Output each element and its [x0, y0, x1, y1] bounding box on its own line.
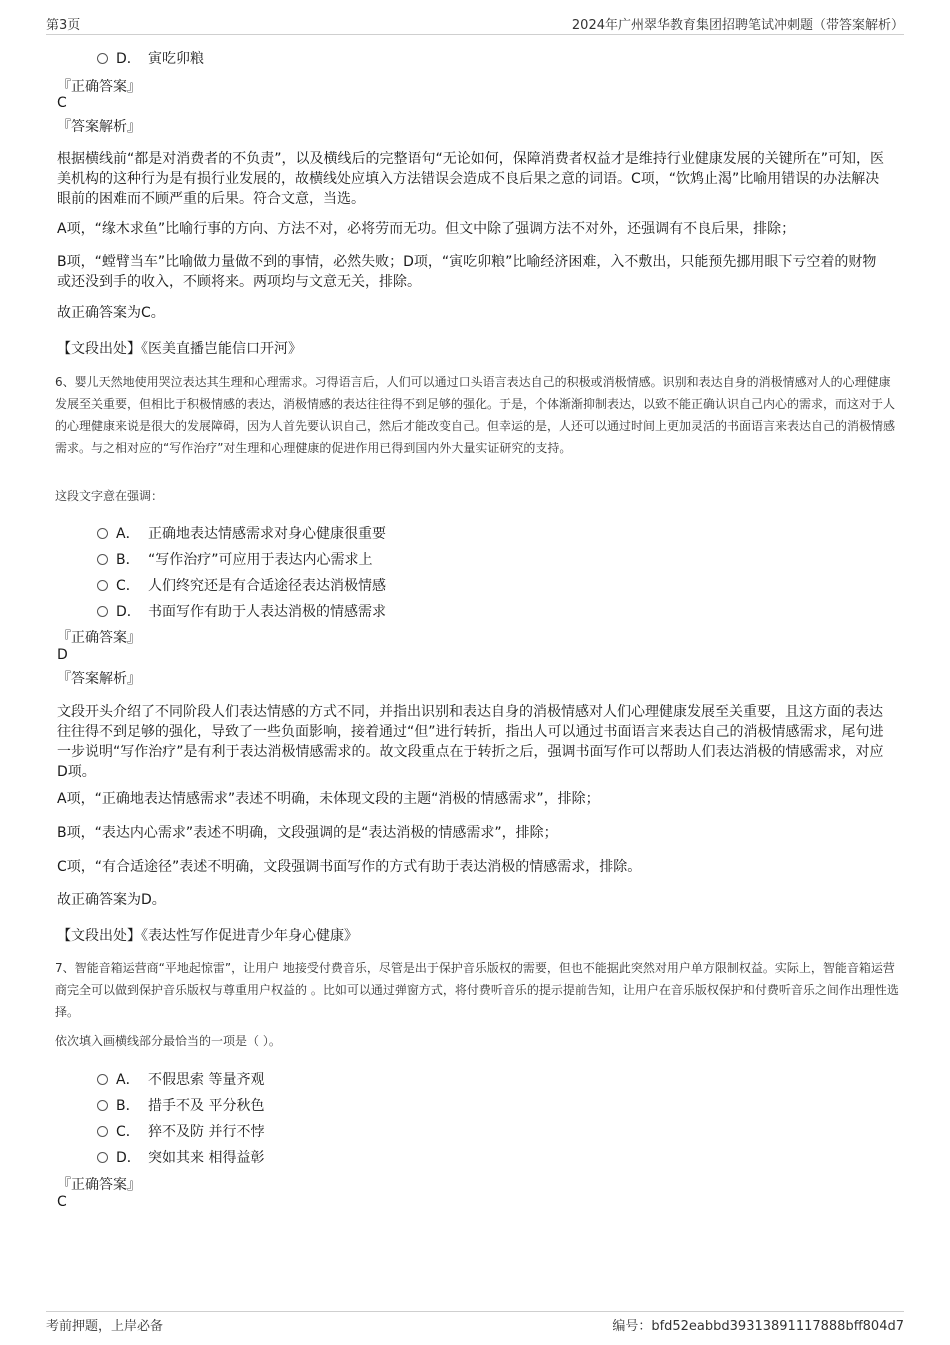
- radio-icon[interactable]: [97, 580, 108, 591]
- q5-answer-label: 『正确答案』: [57, 79, 141, 95]
- footer-slogan: 考前押题，上岸必备: [46, 1319, 164, 1334]
- q7-prompt: 依次填入画横线部分最恰当的一项是（ ）。: [55, 1034, 281, 1048]
- q5-source: 【文段出处】《医美直播岂能信口开河》: [57, 341, 302, 357]
- document-title: 2024年广州翠华教育集团招聘笔试冲刺题（带答案解析）: [571, 18, 904, 33]
- q6-analysis-paragraph: A项，“正确地表达情感需求”表述不明确，未体现文段的主题“消极的情感需求”，排除；: [57, 791, 600, 807]
- q6-answer: D: [57, 647, 68, 663]
- radio-icon[interactable]: [97, 528, 108, 539]
- radio-icon[interactable]: [97, 53, 108, 64]
- q7-answer-label: 『正确答案』: [57, 1177, 141, 1193]
- q6-question-text: 6、婴儿天然地使用哭泣表达其生理和心理需求。习得语言后，人们可以通过口头语言表达自己的积极或消极情感。识别和表达自身的消极情感对人的心理健康发展至关重要，但相比于积极情感的表达，消极情感的表达往往得不到足够的强化。于是，个体渐渐抑制表达，以致不能正确认识自己内心的需求，而这对于人的心理健康来说是很大的发展障碍，因为人首先要认识自己，然后才能改变自己。但幸运的是，人还可以通过时间上更加灵活的书面语言来表达自己的消极情感需求。与之相对应的“写作治疗”对生理和心理健康的促进作用已得到国内外大量实证研究的支持。: [55, 375, 896, 455]
- q6-analysis-paragraph: B项，“表达内心需求”表述不明确，文段强调的是“表达消极的情感需求”，排除；: [57, 825, 558, 841]
- radio-icon[interactable]: [97, 606, 108, 617]
- q6-option-c[interactable]: C． 人们终究还是有合适途径表达消极情感: [97, 575, 386, 595]
- q7-question-text: 7、智能音箱运营商“平地起惊雷”，让用户 地接受付费音乐，尽管是出于保护音乐版权的需要，但也不能据此突然对用户单方限制权益。实际上，智能音箱运营商完全可以做到保护音乐版权与尊重用户权益的 。比如可以通过弹窗方式，将付费听音乐的提示提前告知，让用户在音乐版权保护和付费听音乐之间作出理性选择。: [55, 961, 899, 1019]
- q6-answer-label: 『正确答案』: [57, 630, 141, 646]
- q5-analysis-paragraph: B项，“螳臂当车”比喻做力量做不到的事情，必然失败；D项，“寅吃卯粮”比喻经济困难，入不敷出，只能预先挪用眼下亏空着的财物或还没到手的收入，不顾将来。两项均与文意无关，排除。: [57, 254, 877, 290]
- q6-analysis-paragraph: 文段开头介绍了不同阶段人们表达情感的方式不同，并指出识别和表达自身的消极情感对人们心理健康发展至关重要，且这方面的表达往往得不到足够的强化，导致了一些负面影响，接着通过“但”进行转折，指出人可以通过书面语言来表达自己的消极情感需求，尾句进一步说明“写作治疗”是有利于表达消极情感需求的。故文段重点在于转折之后，强调书面写作可以帮助人们表达消极的情感需求，对应D项。: [57, 704, 884, 780]
- page-header: [46, 14, 904, 35]
- q5-analysis-paragraph: 故正确答案为C。: [57, 305, 165, 321]
- q6-source: 【文段出处】《表达性写作促进青少年身心健康》: [57, 928, 358, 944]
- document-code: 编号：bfd52eabbd39313891117888bff804d7: [612, 1319, 904, 1334]
- radio-icon[interactable]: [97, 1100, 108, 1111]
- q6-analysis-paragraph: 故正确答案为D。: [57, 892, 166, 908]
- radio-icon[interactable]: [97, 1126, 108, 1137]
- q7-option-a[interactable]: A． 不假思索 等量齐观: [97, 1069, 264, 1089]
- q6-prompt: 这段文字意在强调：: [55, 489, 164, 503]
- q6-option-a[interactable]: A． 正确地表达情感需求对身心健康很重要: [97, 523, 386, 543]
- q6-option-b[interactable]: B． “写作治疗”可应用于表达内心需求上: [97, 549, 373, 569]
- q7-option-d[interactable]: D． 突如其来 相得益彰: [97, 1147, 264, 1167]
- q5-analysis-label: 『答案解析』: [57, 119, 141, 135]
- radio-icon[interactable]: [97, 554, 108, 565]
- page-number: 第3页: [46, 18, 81, 33]
- q5-analysis-paragraph: A项，“缘木求鱼”比喻行事的方向、方法不对，必将劳而无功。但文中除了强调方法不对外，还强调有不良后果，排除；: [57, 221, 796, 237]
- q6-option-d[interactable]: D． 书面写作有助于人表达消极的情感需求: [97, 601, 386, 621]
- q5-analysis-paragraph: 根据横线前“都是对消费者的不负责”，以及横线后的完整语句“无论如何，保障消费者权益才是维持行业健康发展的关键所在”可知，医美机构的这种行为是有损行业发展的，故横线处应填入方法错误会造成不良后果之意的词语。C项，“饮鸩止渴”比喻用错误的办法解决眼前的困难而不顾严重的后果。符合文意，当选。: [57, 151, 885, 207]
- q6-analysis-paragraph: C项，“有合适途径”表述不明确，文段强调书面写作的方式有助于表达消极的情感需求，排除。: [57, 859, 642, 875]
- q6-analysis-label: 『答案解析』: [57, 671, 141, 687]
- q7-answer: C: [57, 1194, 67, 1210]
- page-footer: [46, 1311, 904, 1336]
- q7-option-c[interactable]: C． 猝不及防 并行不悖: [97, 1121, 264, 1141]
- q7-option-b[interactable]: B． 措手不及 平分秋色: [97, 1095, 264, 1115]
- radio-icon[interactable]: [97, 1152, 108, 1163]
- q5-answer: C: [57, 95, 67, 111]
- q5-option-d[interactable]: D． 寅吃卯粮: [97, 48, 204, 68]
- radio-icon[interactable]: [97, 1074, 108, 1085]
